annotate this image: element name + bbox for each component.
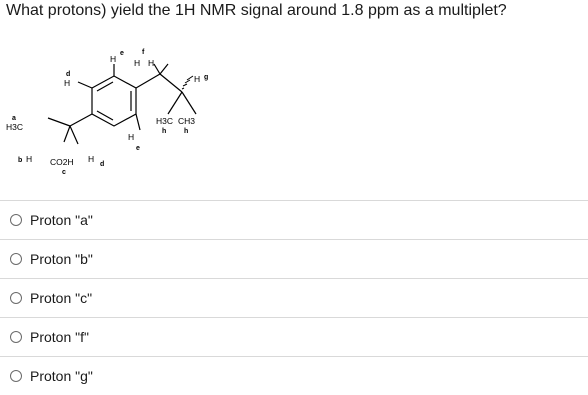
label-f: f [142,49,145,56]
option-a[interactable] [0,200,588,239]
radio-button[interactable] [10,253,22,265]
option-g[interactable] [0,356,588,395]
option-label: Proton "b" [30,251,93,267]
radio-button[interactable] [10,292,22,304]
question-text: What protons) yield the 1H NMR signal around 1.8 ppm as a multiplet? [6,2,507,19]
option-b[interactable] [0,239,588,278]
molecule-structure [0,38,240,188]
label-H-d-top: H [64,78,71,88]
label-b: b [18,157,23,164]
label-H-e-top: H [110,54,117,64]
label-g: g [204,74,209,81]
label-e-bottom: e [136,145,140,152]
answer-options [0,200,588,395]
option-f[interactable] [0,317,588,356]
option-label: Proton "a" [30,212,93,228]
label-d-bottom: d [100,161,105,168]
option-label: Proton "g" [30,368,93,384]
label-h1: h [162,128,167,135]
label-d-top: d [66,71,71,78]
label-e-top: e [120,50,124,57]
label-h2: h [184,128,189,135]
label-H-f1: H [134,58,141,68]
label-H-f2: H [148,58,155,68]
option-c[interactable] [0,278,588,317]
radio-button[interactable] [10,214,22,226]
label-H-e-bottom: H [128,132,135,142]
label-CH3-h: CH3 [178,116,196,126]
label-CO2H: CO2H [50,157,74,167]
radio-button[interactable] [10,331,22,343]
label-H-d-bottom: H [88,154,95,164]
label-H3C-a: H3C [6,122,24,132]
label-H-g: H [194,74,201,84]
option-label: Proton "c" [30,290,93,306]
label-H-b: H [26,154,33,164]
radio-button[interactable] [10,370,22,382]
label-H3C-h: H3C [156,116,174,126]
label-c: c [62,169,66,176]
label-a: a [12,115,16,122]
option-label: Proton "f" [30,329,89,345]
